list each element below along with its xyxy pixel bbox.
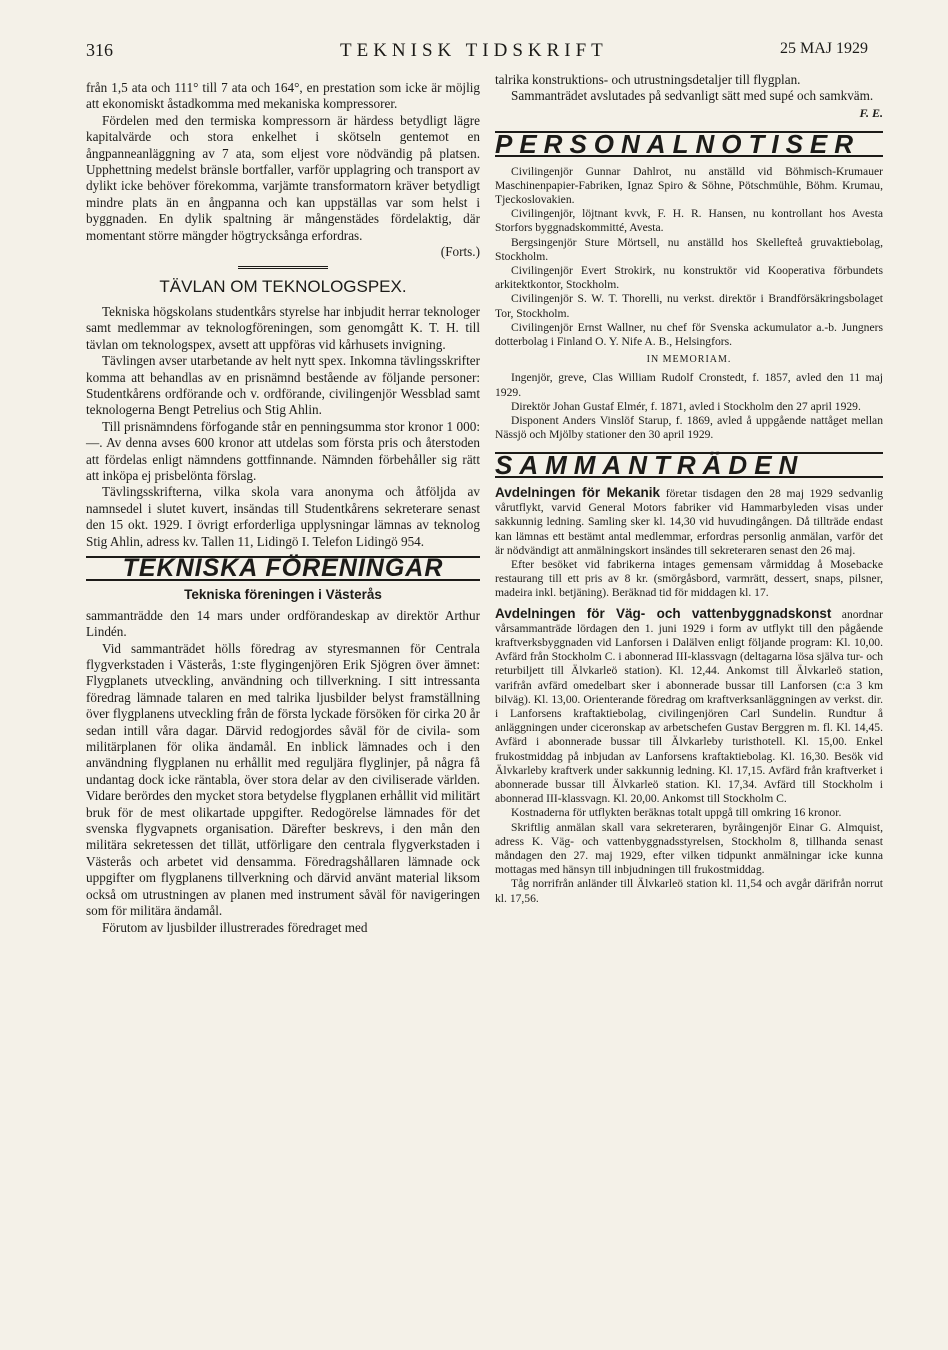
continued-paragraph: talrika konstruktions- och utrustningsdetaljer till flygplan. [495,72,801,87]
memoriam-heading: IN MEMORIAM. [646,354,732,366]
journal-title: TEKNISK TIDSKRIFT [340,40,608,61]
contest-paragraph: Till prisnämndens förfogande står en penningsumma stor kronor 1 000:—. Av denna avses 600 kronor att utdelas som första pris och återstoden att fördelas enligt nämndens gottfinnande. Nämnden förbehåller sig rätt att inköpa ej prisbelönta förslag. [86,418,480,483]
vag-paragraph: anordnar vårsammanträde lördagen den 1. juni 1929 i form av utflykt till den pågående kraftverksbyggnaden vid Lanforsen i Dalälven enligt följande program: Kl. 10,00. Avfärd från Stockholm C. i abonnerad III-klassvagn (deltagarna lösa själva tur- och returbiljett till Älvkarleö station). Kl. 12,44. Ankomst till Älvkarleö station, varifrån avfärd omedelbart sker i abonnerade bussar till Lanforsen (c:a 3 km bilväg). Kl. 13,00. Orienterande föredrag om kraftverksanläggningen av verkst. dir. i Lanforsens kraftaktiebolag, civilingenjören Carl Sundelin. Rundtur å anläggningen under ciceronskap av arbetschefen Gustav Berggren m. fl. Kl. 14,45. Avfärd i abonnerade bussar till Älvkarleby turisthotell. Kl. 15,00. Enkel frukostmiddag på inbjudan av Lanforsens kraftaktiebolag. Kl. 16,30. Besök vid Älvkarleby kraftverk under sakkunnig ledning. Kl. 17,15. Avfärd från kraftverket i abonnerade bussar till Älvkarleö station. Kl. 17,34. Avfärd till Stockholm i abonnerad III-klassvagn. Kl. 20,00. Ankomst till Stockholm C. [495,607,883,806]
personal-notice: Civilingenjör, löjtnant kvvk, F. H. R. Hansen, nu kontrollant hos Avesta Storfors byggnadskommitté, Avesta. [495,207,883,235]
mekanik-paragraph: Efter besöket vid fabrikerna intages gemensam vårmiddag å Mosebacke restaurang till ett pris av 8 kr. (smörgåsbord, varmrätt, dessert, snaps, pilsner, madeira inkl. betjäning). Beräknad tid för middagen kl. 17. [495,557,883,600]
page-number: 316 [86,40,113,60]
signature: F. E. [859,105,883,120]
section-banner-personalnotiser: PERSONALNOTISER [495,131,883,156]
intro-paragraph: Fördelen med den termiska kompressorn är härdess betydligt lägre kapitalvärde och stora enkelhet i skötseln gentemot en ångpanneanläggning av 7 ata, som eljest vore nödvändig på platsen. Upphettning medelst bränsle bortfaller, varför upplagring och transport av dylikt icke behöver förekomma, varjämte transformatorn kräver betydligt mindre plats än en ångpanna och kan uppställas var som helst i byggnaden. En dylik spaltning är mångenstädes fördelaktig, där momentant större mängder högtrycksånga erfordras. [86,112,480,243]
vasteras-paragraph: Förutom av ljusbilder illustrerades föredraget med [102,919,368,935]
personal-notice: Civilingenjör Evert Strokirk, nu konstruktör vid Kooperativa förbundets arkitektkontor, Stockholm. [495,264,883,292]
section-banner-sammantraden: SAMMANTRÄDEN [495,452,883,477]
memoriam-notice: Ingenjör, greve, Clas William Rudolf Cronstedt, f. 1857, avled den 11 maj 1929. [495,371,883,399]
mekanik-paragraph: företar tisdagen den 28 maj 1929 sedvanlig vårutflykt, varvid General Motors fabriker vid Hammarbyleden visas under sakkunnig ledning. Samling sker kl. 14,30 vid huvudingången. Då tillträde endast kan lämnas ett bestämt antal medlemmar, erfordras personlig anmälan, varför det är nödvändigt att anmälningskort insändes till sekreteraren senast den 26 maj. [495,486,884,557]
personal-notice: Bergsingenjör Sture Mörtsell, nu anställd hos Skellefteå gruvaktiebolag, Stockholm. [495,235,883,263]
contest-heading: TÄVLAN OM TEKNOLOGSPEX. [159,277,407,297]
vasteras-paragraph: sammanträdde den 14 mars under ordförandeskap av direktör Arthur Lindén. [86,607,480,640]
section-banner-tekniska-foreningar: TEKNISKA FÖRENINGAR [86,556,480,581]
mekanik-heading: Avdelningen för Mekanik [495,484,660,500]
contest-paragraph: Tävlingen avser utarbetande av helt nytt spex. Inkomna tävlingsskrifter komma att behandlas av en prisnämnd bestående av följande personer: Studentkårens ordförande och v. ordförande, civilingenjör Wessblad samt teknologerna Bengt Petrelius och Stig Ahlin. [86,353,480,418]
divider [238,266,328,269]
vasteras-heading: Tekniska föreningen i Västerås [184,587,382,603]
contest-paragraph: Tekniska högskolans studentkårs styrelse har inbjudit herrar teknologer samt medlemmar av teknologföreningen, som genomgått K. T. H. till tävlan om teknologspex, avsett att uppföras vid kårhusets invigning. [86,303,480,352]
contest-paragraph: Tävlingsskrifterna, vilka skola vara anonyma och åtföljda av namnsedel i slutet kuvert, insändas till Studentkårens sekreterare senast den 15 okt. 1929. I övrigt erforderliga upplysningar lämnas av teknolog Stig Ahlin, adress kv. Tallen 11, Lidingö I. Telefon Lidingö 954. [86,484,480,549]
memoriam-notice: Disponent Anders Vinslöf Starup, f. 1869, avled å uppgående nattåget mellan Nässjö och Mjölby stationer den 30 april 1929. [495,414,883,442]
vag-paragraph: Skriftlig anmälan skall vara sekreteraren, byråingenjör Einar G. Almquist, adress K. Väg- och vattenbyggnadsstyrelsen, Stockholm 8, tillhanda senast måndagen den 27. maj 1929, efter vilken tidpunkt anmälningar icke kunna mottagas med hänsyn till inbjudningen till frukostmiddag. [495,820,883,877]
right-column [495,72,883,906]
personal-notice: Civilingenjör S. W. T. Thorelli, nu verkst. direktör i Brandförsäkringsbolaget Tor, Stockholm. [495,292,883,320]
continued-note: (Forts.) [440,244,480,260]
issue-date: 25 MAJ 1929 [780,40,869,57]
vag-paragraph: Kostnaderna för utflykten beräknas totalt uppgå till omkring 16 kronor. [511,806,842,820]
vag-paragraph: Tåg norrifrån anländer till Älvkarleö station kl. 11,54 och avgår därifrån norrut kl. 17,56. [495,877,883,905]
vasteras-paragraph: Vid sammanträdet hölls föredrag av styresmannen för Centrala flygverkstaden i Västerås, 1:ste flygingenjören Erik Sjögren över ämnet: Flygplanets utveckling, användning och tillverkning. I sitt intressanta föredrag lämnade talaren en med talrika ljusbilder belyst framställning över flygplanens utveckling från de första lyckade försöken för cirka 20 år sedan intill våra dagar. Därvid redogjordes såväl för de civila- som militärplanen för olika ändamål. En inblick lämnades och i den användning flygplanen nu erhållit med reguljära flyglinjer, på några få undantag dock icke räntabla, över stora delar av den civiliserade världen. Vidare berördes den mycket stora betydelse flygplanen erhållit vid militärt bruk för de mest olikartade uppgifter. Redogörelse lämnades för det svenska flygvapnets organisation. Därefter beskrevs, i den mån den militära sekretessen det tillät, utförligare den centrala flygverkstaden i Västerås och arbetet vid densamma. Föredragshållaren lämnade ock uppgifter om flygplanens tillverkning och därvid använt material liksom också om utrustningen av planen med instrument såväl för navigeringen som för militära ändamål. [86,640,480,919]
intro-paragraph: från 1,5 ata och 111° till 7 ata och 164°, en prestation som icke är möjlig att ekonomiskt åstadkomma med mekaniska kompressorer. [86,80,480,112]
left-column [86,80,480,936]
personal-notice: Civilingenjör Gunnar Dahlrot, nu anställd vid Böhmisch-Krumauer Maschinenpapier-Fabriken, Ignaz Spiro & Söhne, Pötschmühle, Böhm. Krumau, Tjeckoslovakien. [495,164,883,207]
closing-paragraph: Sammanträdet avslutades på sedvanligt sätt med supé och samkväm. [511,88,874,104]
memoriam-notice: Direktör Johan Gustaf Elmér, f. 1871, avled i Stockholm den 27 april 1929. [511,399,861,413]
vag-heading: Avdelningen för Väg- och vattenbyggnadskonst [495,605,832,621]
personal-notice: Civilingenjör Ernst Wallner, nu chef för Svenska ackumulator a.-b. Jungners dotterbolag i Finland O. Y. Nife A. B., Helsingfors. [495,320,883,349]
